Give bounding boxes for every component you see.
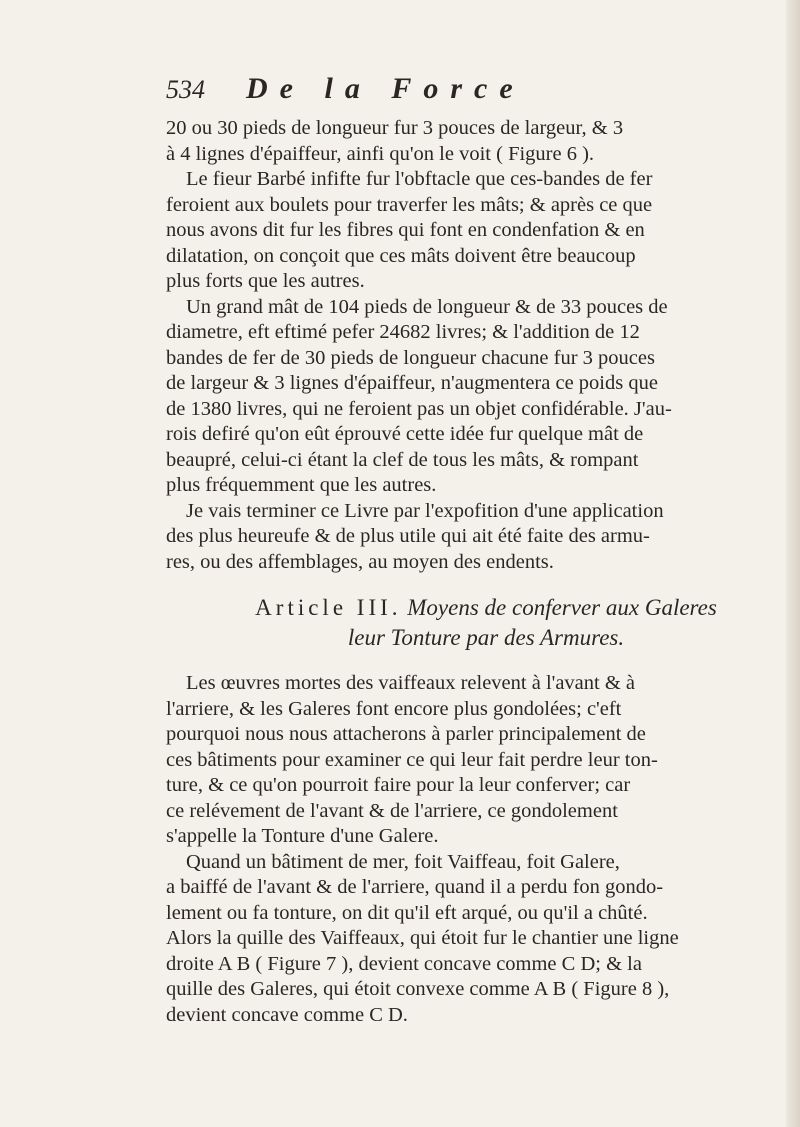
text-line: rois defiré qu'on eût éprouvé cette idée fur quelque mât de	[166, 423, 644, 445]
text-line: Je vais terminer ce Livre par l'expofition d'une application	[186, 499, 664, 522]
text-line: ce relévement de l'avant & de l'arriere, ce gondolement	[166, 799, 618, 822]
text-line: quille des Galeres, qui étoit convexe comme A B ( Figure 8 ),	[166, 978, 670, 1000]
text-line: nous avons dit fur les fibres qui font en condenfation & en	[166, 219, 645, 241]
paragraph	[166, 167, 800, 295]
running-head: De la Force	[246, 72, 525, 105]
text-line: ture, & ce qu'on pourroit faire pour la leur conferver; car	[166, 774, 631, 796]
text-line: 20 ou 30 pieds de longueur fur 3 pouces de largeur, & 3	[166, 117, 624, 139]
text-line: Le fieur Barbé infifte fur l'obftacle que ces-bandes de fer	[186, 168, 653, 190]
book-page	[166, 72, 800, 1028]
paragraph	[166, 850, 800, 1029]
text-line: plus forts que les autres.	[166, 270, 365, 292]
text-line: s'appelle la Tonture d'une Galere.	[166, 825, 439, 847]
text-line: devient concave comme C D.	[166, 1003, 408, 1026]
page-number: 534	[166, 75, 205, 104]
text-line: de 1380 livres, qui ne feroient pas un objet confidérable. J'au-	[166, 397, 672, 420]
paragraph	[166, 116, 800, 167]
text-line: de largeur & 3 lignes d'épaiffeur, n'augmentera ce poids que	[166, 372, 658, 394]
text-line: ces bâtiments pour examiner ce qui leur fait perdre leur ton-	[166, 748, 658, 771]
text-line: l'arriere, & les Galeres font encore plus gondolées; c'eft	[166, 697, 622, 720]
text-line: plus fréquemment que les autres.	[166, 474, 437, 496]
text-line: droite A B ( Figure 7 ), devient concave comme C D; & la	[166, 952, 642, 975]
text-line: diametre, eft eftimé pefer 24682 livres; & l'addition de 12	[166, 321, 640, 343]
text-line: Alors la quille des Vaiffeaux, qui étoit fur le chantier une ligne	[166, 927, 679, 949]
paragraph	[166, 499, 800, 576]
text-line: feroient aux boulets pour traverfer les mâts; & après ce que	[166, 193, 653, 216]
text-line: res, ou des affemblages, au moyen des endents.	[166, 550, 554, 573]
text-line: des plus heureufe & de plus utile qui ait été faite des armu-	[166, 525, 650, 547]
article-number: Article III.	[255, 595, 402, 620]
text-line: Un grand mât de 104 pieds de longueur & de 33 pouces de	[186, 295, 668, 318]
text-line: dilatation, on conçoit que ces mâts doivent être beaucoup	[166, 244, 636, 267]
article-heading	[166, 593, 800, 653]
text-line: beaupré, celui-ci étant la clef de tous les mâts, & rompant	[166, 448, 639, 471]
text-line: Les œuvres mortes des vaiffeaux relevent à l'avant & à	[186, 672, 636, 694]
article-heading-line	[166, 593, 800, 623]
page-header	[166, 72, 800, 116]
text-line: Quand un bâtiment de mer, foit Vaiffeau, foit Galere,	[186, 850, 620, 873]
article-title: Moyens de conferver aux Galeres	[407, 595, 717, 620]
text-line: a baiffé de l'avant & de l'arriere, quand il a perdu fon gondo-	[166, 876, 664, 898]
text-line: lement ou fa tonture, on dit qu'il eft arqué, ou qu'il a chûté.	[166, 901, 648, 924]
paragraph	[166, 295, 800, 499]
text-line: bandes de fer de 30 pieds de longueur chacune fur 3 pouces	[166, 346, 655, 369]
text-line: à 4 lignes d'épaiffeur, ainfi qu'on le voit ( Figure 6 ).	[166, 142, 595, 165]
article-title-continued: leur Tonture par des Armures.	[347, 625, 625, 650]
paragraph	[166, 671, 800, 850]
text-line: pourquoi nous nous attacherons à parler principalement de	[166, 723, 646, 745]
